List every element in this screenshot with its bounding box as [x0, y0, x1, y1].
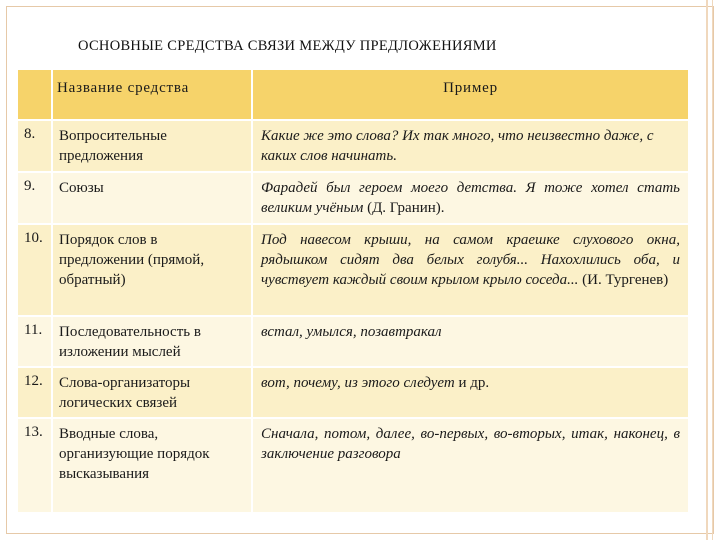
row-author: (Д. Гранин). [367, 200, 445, 216]
row-number: 8. [18, 120, 52, 172]
decorative-stripe [706, 0, 708, 540]
table-row [18, 367, 688, 418]
row-example: Сначала, потом, далее, во-первых, во-вторых, итак, наконец, в заключение разговора [252, 418, 688, 512]
row-name: Вводные слова, организующие порядок высказывания [52, 418, 252, 512]
header-name: Название средства [52, 70, 252, 120]
row-example: Под навесом крыши, на самом краешке слухового окна, рядышком сидят два белых голубя... Нахохлились оба, и чувствует каждый своим крылом крыло соседа... (И. Тургенев) [252, 224, 688, 316]
row-author: (И. Тургенев) [582, 272, 669, 288]
table-row [18, 224, 688, 316]
row-example: Какие же это слова? Их так много, что неизвестно даже, с каких слов начинать. [252, 120, 688, 172]
row-name: Последовательность в изложении мыслей [52, 316, 252, 367]
row-name: Вопросительные предложения [52, 120, 252, 172]
decorative-stripe-thin [712, 0, 713, 540]
row-example: вот, почему, из этого следует и др. [252, 367, 688, 418]
page-title: ОСНОВНЫЕ СРЕДСТВА СВЯЗИ МЕЖДУ ПРЕДЛОЖЕНИЯМИ [78, 38, 497, 54]
table-header-row [18, 70, 688, 120]
header-number [18, 70, 52, 120]
table-row [18, 316, 688, 367]
table-row [18, 418, 688, 512]
connectors-table [18, 70, 688, 512]
table-row [18, 172, 688, 224]
row-example: Фарадей был героем моего детства. Я тоже хотел стать великим учёным (Д. Гранин). [252, 172, 688, 224]
row-number: 11. [18, 316, 52, 367]
row-example: встал, умылся, позавтракал [252, 316, 688, 367]
row-name: Слова-организаторы логических связей [52, 367, 252, 418]
row-author: и др. [458, 375, 490, 391]
row-number: 12. [18, 367, 52, 418]
header-example: Пример [252, 70, 688, 120]
row-name: Порядок слов в предложении (прямой, обратный) [52, 224, 252, 316]
row-number: 13. [18, 418, 52, 512]
row-number: 9. [18, 172, 52, 224]
row-number: 10. [18, 224, 52, 316]
row-name: Союзы [52, 172, 252, 224]
table-row [18, 120, 688, 172]
